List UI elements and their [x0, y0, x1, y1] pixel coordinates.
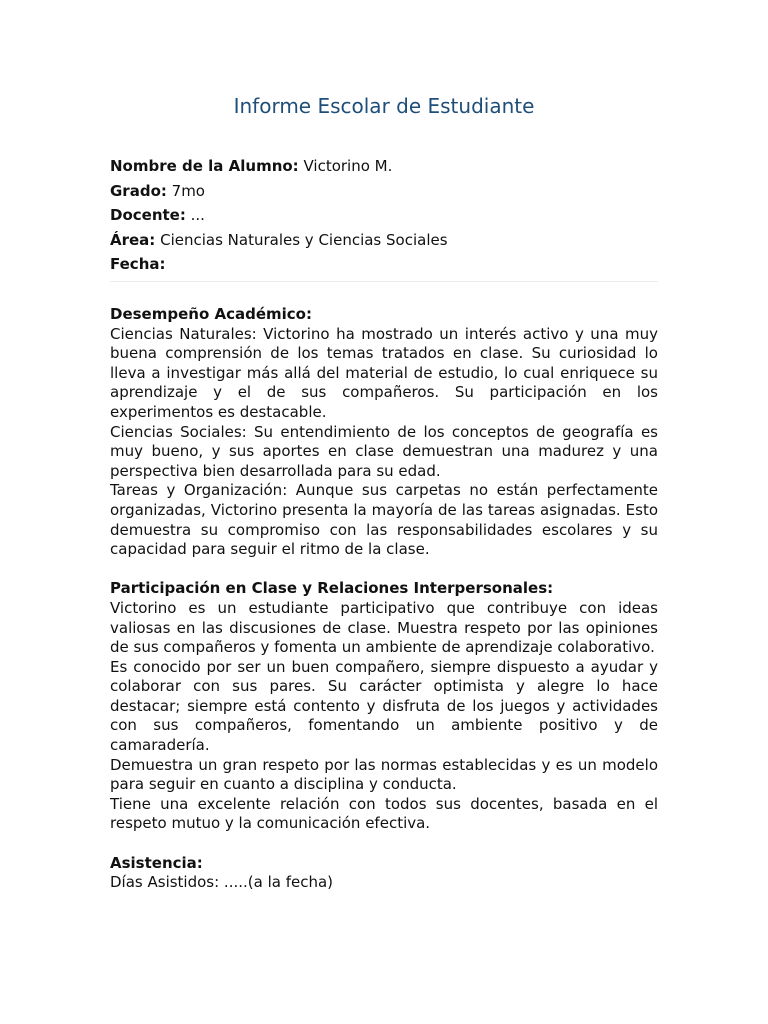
report-body [110, 305, 658, 893]
info-row-area [110, 228, 658, 253]
info-label: Área: [110, 230, 156, 249]
info-value: Ciencias Naturales y Ciencias Sociales [160, 230, 448, 249]
section-heading: Desempeño Académico: [110, 305, 312, 323]
page-title: Informe Escolar de Estudiante [233, 94, 535, 118]
section-academic [110, 305, 658, 560]
info-value: Victorino M. [303, 157, 393, 175]
info-value: ... [190, 206, 205, 224]
info-label: Fecha: [110, 255, 166, 273]
spacer [110, 560, 658, 580]
student-info [110, 154, 658, 277]
info-row-grade [110, 179, 658, 204]
paragraph: Días Asistidos: .....(a la fecha) [110, 873, 334, 892]
paragraph: Demuestra un gran respeto por las normas establecidas y es un modelo para seguir en cuanto a disciplina y conducta. [110, 755, 658, 794]
section-heading: Participación en Clase y Relaciones Interpersonales: [110, 579, 554, 598]
section-heading: Asistencia: [110, 853, 203, 872]
paragraph: Victorino es un estudiante participativo que contribuye con ideas valiosas en las discusiones de clase. Muestra respeto por las opiniones de sus compañeros y fomenta un ambiente de aprendizaje colaborativo. [110, 598, 658, 657]
paragraph: Es conocido por ser un buen compañero, siempre dispuesto a ayudar y colaborar con sus pares. Su carácter optimista y alegre lo hace destacar; siempre está contento y disfruta de los juegos y actividades con sus compañeros, fomentando un ambiente positivo y de camaradería. [110, 657, 658, 755]
paragraph: Ciencias Naturales: Victorino ha mostrado un interés activo y una muy buena comprensión de los temas tratados en clase. Su curiosidad lo lleva a investigar más allá del material de estudio, lo cual enriquece su aprendizaje y el de sus compañeros. Su participación en los experimentos es destacable. [110, 324, 658, 421]
section-participation [110, 579, 658, 834]
section-attendance [110, 854, 658, 893]
info-row-teacher [110, 203, 658, 228]
info-value: 7mo [171, 181, 205, 200]
section-divider [110, 281, 658, 282]
info-row-name [110, 154, 658, 179]
info-label: Nombre de la Alumno: [110, 157, 299, 175]
paragraph: Tareas y Organización: Aunque sus carpetas no están perfectamente organizadas, Victorino presenta la mayoría de las tareas asignadas. Esto demuestra su compromiso con las responsabilidades escolares y su capacidad para seguir el ritmo de la clase. [110, 481, 658, 559]
spacer [110, 834, 658, 854]
info-label: Docente: [110, 206, 186, 224]
info-row-date [110, 252, 658, 277]
paragraph: Tiene una excelente relación con todos sus docentes, basada en el respeto mutuo y la comunicación efectiva. [110, 794, 658, 833]
info-label: Grado: [110, 181, 167, 200]
paragraph: Ciencias Sociales: Su entendimiento de los conceptos de geografía es muy bueno, y sus aportes en clase demuestran una madurez y una perspectiva bien desarrollada para su edad. [110, 422, 658, 480]
